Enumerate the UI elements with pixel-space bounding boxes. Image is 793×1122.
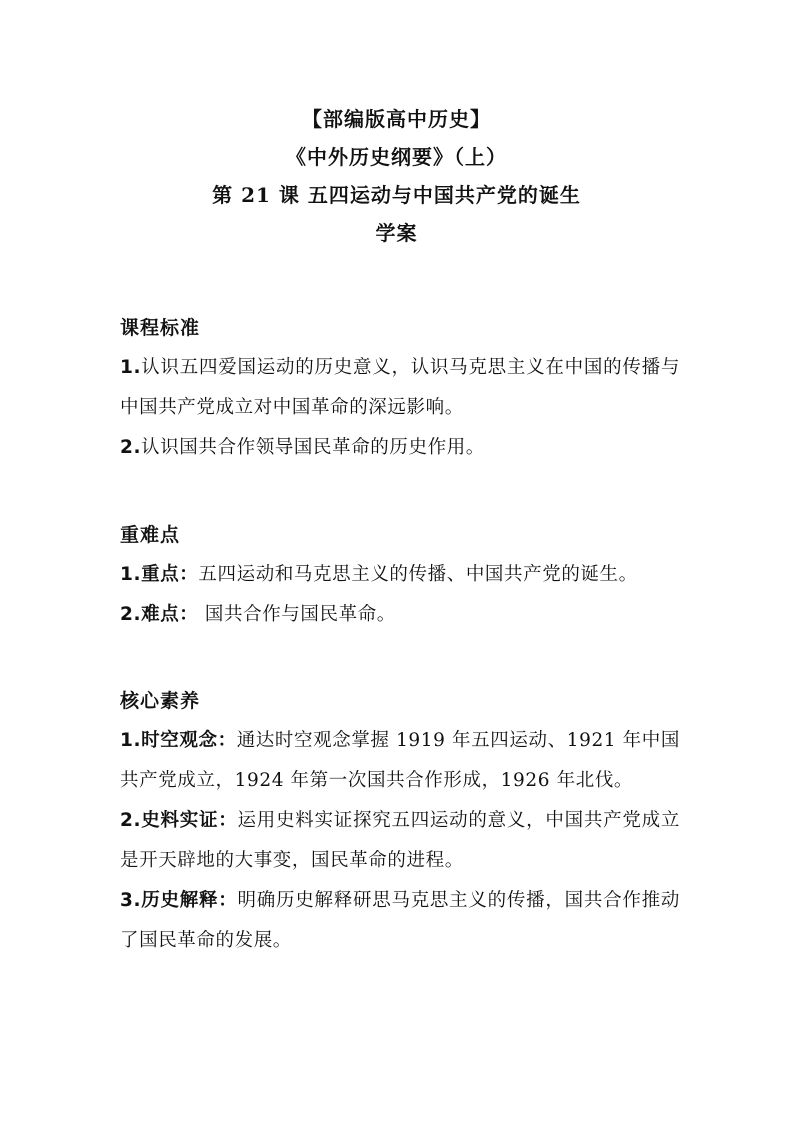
section-course-standards bbox=[120, 308, 680, 468]
list-item bbox=[120, 348, 680, 428]
item-number: 1. bbox=[120, 357, 142, 378]
item-label: 历史解释： bbox=[141, 890, 238, 911]
title-lesson: 第 21 课 五四运动与中国共产党的诞生 bbox=[212, 183, 581, 207]
item-number: 1. bbox=[120, 564, 142, 585]
item-number: 1. bbox=[120, 730, 142, 751]
list-item bbox=[120, 881, 680, 961]
list-item bbox=[120, 428, 680, 468]
item-text: 明确历史解释研思马克思主义的传播，国共合作推动了国民革命的发展。 bbox=[120, 890, 680, 951]
item-label: 史料实证： bbox=[141, 810, 238, 831]
item-text: 运用史料实证探究五四运动的意义，中国共产党成立是开天辟地的大事变，国民革命的进程。 bbox=[120, 810, 680, 871]
list-item bbox=[120, 555, 680, 595]
item-text: 认识五四爱国运动的历史意义，认识马克思主义在中国的传播与中国共产党成立对中国革命的深远影响。 bbox=[120, 357, 680, 418]
list-item bbox=[120, 721, 680, 801]
item-text: 五四运动和马克思主义的传播、中国共产党的诞生。 bbox=[198, 564, 638, 585]
section-heading: 课程标准 bbox=[120, 317, 201, 339]
item-text: 国共合作与国民革命。 bbox=[198, 604, 396, 625]
title-book: 《中外历史纲要》（上） bbox=[286, 145, 507, 169]
section-core-literacy bbox=[120, 681, 680, 961]
item-label: 难点： bbox=[141, 604, 199, 625]
section-key-points bbox=[120, 515, 680, 635]
item-number: 3. bbox=[120, 890, 142, 911]
item-label: 时空观念： bbox=[141, 730, 237, 751]
list-item bbox=[120, 595, 680, 635]
document-title-block bbox=[0, 100, 793, 252]
item-number: 2. bbox=[120, 810, 142, 831]
item-number: 2. bbox=[120, 437, 142, 458]
item-text: 认识国共合作领导国民革命的历史作用。 bbox=[141, 437, 485, 458]
section-heading: 重难点 bbox=[120, 524, 181, 546]
title-type: 学案 bbox=[375, 221, 418, 245]
section-heading: 核心素养 bbox=[120, 690, 201, 712]
list-item bbox=[120, 801, 680, 881]
title-series: 【部编版高中历史】 bbox=[302, 107, 491, 131]
item-text: 通达时空观念掌握 1919 年五四运动、1921 年中国共产党成立，1924 年第一次国共合作形成，1926 年北伐。 bbox=[120, 730, 680, 791]
item-label: 重点： bbox=[141, 564, 199, 585]
item-number: 2. bbox=[120, 604, 142, 625]
